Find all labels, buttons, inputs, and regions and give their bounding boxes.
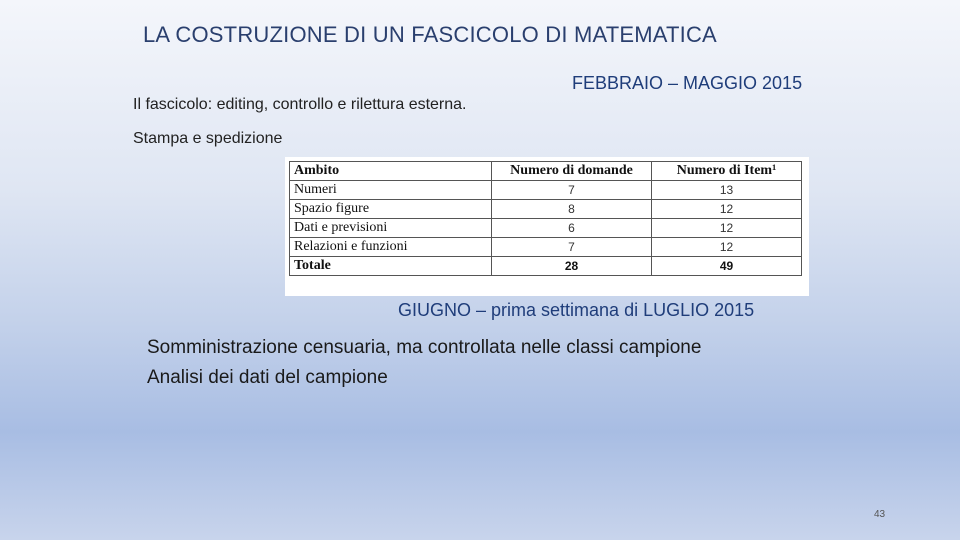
total-label: Totale <box>290 257 492 276</box>
row-item: 12 <box>652 219 802 238</box>
text-printing: Stampa e spedizione <box>133 130 283 147</box>
questions-table <box>289 161 802 276</box>
total-domande: 28 <box>492 257 652 276</box>
row-label: Dati e previsioni <box>290 219 492 238</box>
table-row <box>290 238 802 257</box>
row-domande: 7 <box>492 181 652 200</box>
period-heading-jun-jul: GIUGNO – prima settimana di LUGLIO 2015 <box>398 300 755 320</box>
row-item: 12 <box>652 200 802 219</box>
row-item: 13 <box>652 181 802 200</box>
table-row <box>290 200 802 219</box>
header-domande: Numero di domande <box>492 162 652 181</box>
table-total-row <box>290 257 802 276</box>
row-label: Relazioni e funzioni <box>290 238 492 257</box>
period-heading-feb-may: FEBBRAIO – MAGGIO 2015 <box>572 73 803 93</box>
text-editing: Il fascicolo: editing, controllo e rilettura esterna. <box>133 96 467 113</box>
row-domande: 7 <box>492 238 652 257</box>
table-row <box>290 219 802 238</box>
row-label: Numeri <box>290 181 492 200</box>
total-item: 49 <box>652 257 802 276</box>
text-administration: Somministrazione censuaria, ma controllata nelle classi campione <box>147 337 702 358</box>
row-domande: 8 <box>492 200 652 219</box>
page-number: 43 <box>874 509 886 520</box>
header-ambito: Ambito <box>290 162 492 181</box>
text-analysis: Analisi dei dati del campione <box>147 367 388 388</box>
table-image <box>285 157 809 296</box>
table-header-row <box>290 162 802 181</box>
header-item: Numero di Item¹ <box>652 162 802 181</box>
table-row <box>290 181 802 200</box>
slide-title: LA COSTRUZIONE DI UN FASCICOLO DI MATEMATICA <box>143 22 717 47</box>
row-domande: 6 <box>492 219 652 238</box>
row-label: Spazio figure <box>290 200 492 219</box>
row-item: 12 <box>652 238 802 257</box>
